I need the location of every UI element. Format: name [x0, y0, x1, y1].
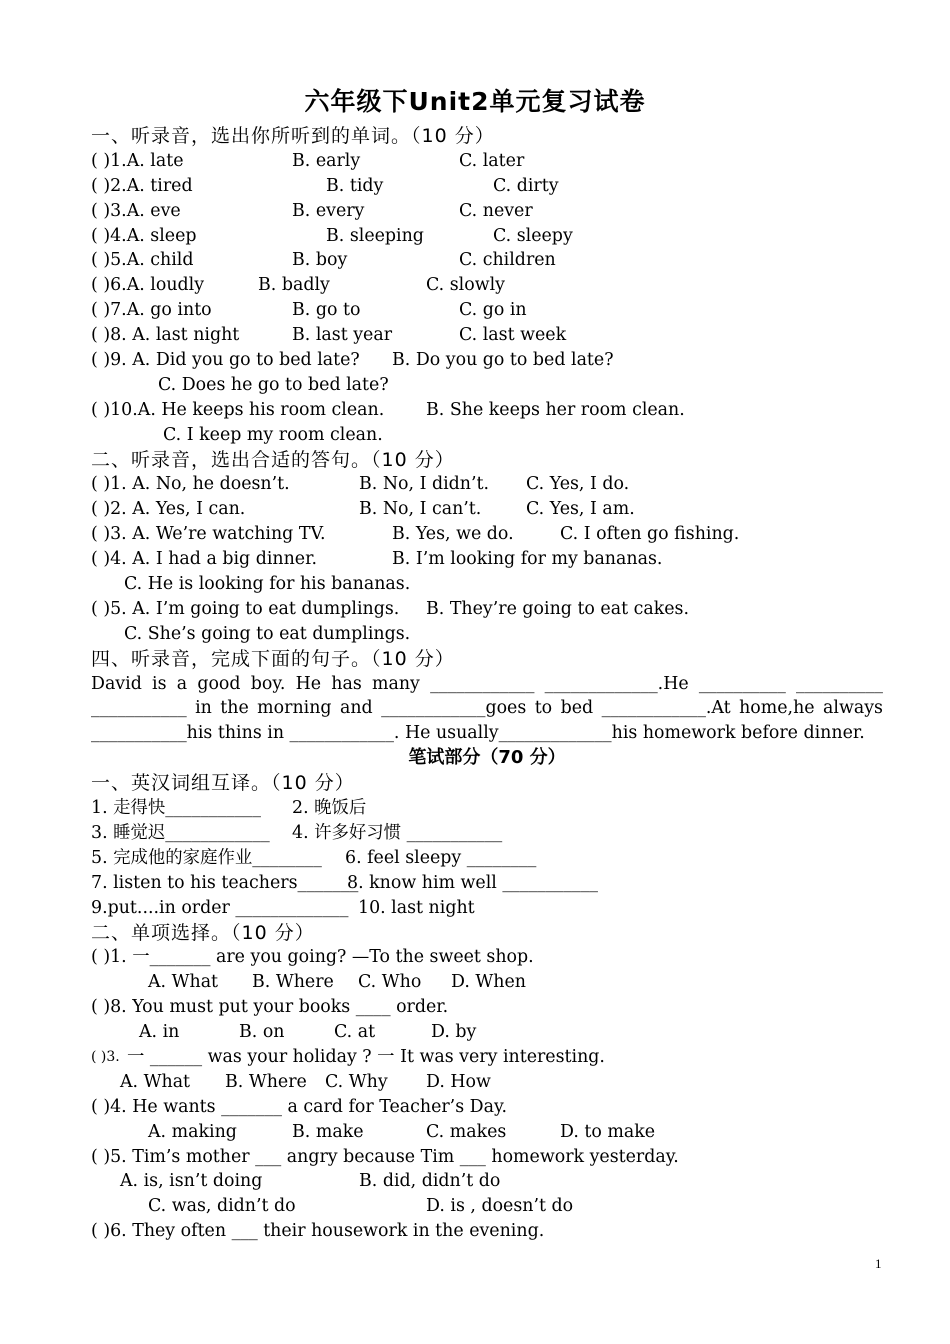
paragraph-line	[91, 672, 883, 697]
question-row-cont	[91, 622, 883, 647]
translation-item: 7. listen to his teachers_______	[91, 872, 359, 893]
word: morning	[257, 698, 332, 719]
translation-row	[91, 796, 883, 821]
word: and	[339, 698, 373, 719]
option-b: B. Where	[252, 972, 334, 993]
question-stem: ( )5. Tim’s mother ___ angry because Tim ___ homework yesterday.	[91, 1146, 679, 1167]
question-stem: ( )1. A. No, he doesn’t.	[91, 474, 290, 495]
option-c: C. children	[459, 250, 556, 271]
question-stem: ( )7.A. go into	[91, 300, 212, 321]
option-b: B. did, didn’t do	[359, 1171, 501, 1192]
section-heading: 二、听录音，选出合适的答句。（10 分）	[91, 448, 455, 471]
translation-row	[91, 821, 883, 846]
options-row	[91, 1120, 883, 1145]
option-b: B. Yes, we do.	[392, 524, 514, 545]
blank: __________	[796, 673, 883, 694]
option-b: B. early	[292, 150, 361, 171]
page-title: 六年级下Unit2单元复习试卷	[304, 87, 646, 116]
question-row	[91, 497, 883, 522]
section-heading: 四、听录音，完成下面的句子。（10 分）	[91, 647, 455, 670]
question-row	[91, 1045, 883, 1070]
option-c: C. last week	[459, 325, 567, 346]
option-a: A. making	[148, 1121, 237, 1142]
option-a: A. is, isn’t doing	[120, 1171, 263, 1192]
word: in	[195, 698, 212, 719]
option-c: C. later	[459, 150, 525, 171]
option-a: A. What	[148, 972, 219, 993]
question-row-cont	[91, 572, 883, 597]
option-c: C. Yes, I am.	[526, 499, 635, 520]
question-row	[91, 149, 883, 174]
word: has	[331, 673, 362, 694]
question-stem: ( )3.A. eve	[91, 200, 181, 221]
option-d: D. to make	[560, 1121, 656, 1142]
word: home,he	[739, 698, 815, 719]
page-number: 1	[875, 1256, 882, 1271]
section-heading: 一、英汉词组互译。（10 分）	[91, 772, 355, 795]
question-row	[91, 398, 883, 423]
translation-item: 8. know him well ___________	[347, 872, 599, 893]
option-c: C. Yes, I do.	[526, 474, 630, 495]
translation-row	[91, 896, 883, 921]
options-row	[91, 1020, 883, 1045]
options-row	[91, 1194, 883, 1219]
option-c: C. slowly	[426, 275, 505, 296]
written-section-title: 笔试部分（70 分）	[408, 747, 566, 769]
question-stem: ( )8. A. last night	[91, 325, 240, 346]
question-row	[91, 174, 883, 199]
option-c: C. go in	[459, 300, 527, 321]
question-stem: ( )4. A. I had a big dinner.	[91, 549, 318, 570]
question-stem: 一 ______ was your holiday ? 一 It was very interesting.	[127, 1046, 605, 1067]
word: the	[220, 698, 249, 719]
option-d: D. is , doesn’t do	[426, 1196, 574, 1217]
option-b: B. badly	[258, 275, 330, 296]
question-row	[91, 522, 883, 547]
question-stem: ( )4. He wants _______ a card for Teacher’s Day.	[91, 1096, 508, 1117]
question-stem: ( )2.A. tired	[91, 175, 193, 196]
translation-item: 2. 晚饭后	[292, 798, 367, 819]
question-stem: ( )1.A. late	[91, 150, 184, 171]
question-stem: ( )9. A. Did you go to bed late?	[91, 350, 360, 371]
option-b: B. They’re going to eat cakes.	[426, 598, 689, 619]
option-b: B. Do you go to bed late?	[392, 350, 614, 371]
option-b: B. go to	[292, 300, 361, 321]
blank: ____________.At	[601, 698, 731, 719]
blank: ____________goes	[381, 698, 527, 719]
question-row	[91, 323, 883, 348]
option-b: B. sleeping	[326, 225, 424, 246]
option-b: B. boy	[292, 250, 348, 271]
question-stem: ( )4.A. sleep	[91, 225, 197, 246]
question-row-cont	[91, 373, 883, 398]
word: boy.	[250, 673, 286, 694]
option-b: B. Where	[225, 1071, 307, 1092]
blank: ___________	[91, 698, 187, 719]
translation-item: 10. last night	[358, 897, 475, 918]
translation-item: 4. 许多好习惯 ___________	[292, 822, 503, 843]
word: always	[823, 698, 883, 719]
word: good	[197, 673, 241, 694]
option-c: C. never	[459, 200, 533, 221]
question-row	[91, 298, 883, 323]
translation-item: 6. feel sleepy ________	[345, 847, 537, 868]
blank: _____________.He	[544, 673, 689, 694]
translation-row	[91, 871, 883, 896]
question-row	[91, 597, 883, 622]
options-row	[91, 970, 883, 995]
question-stem: ( )6.A. loudly	[91, 275, 205, 296]
option-c: C. I keep my room clean.	[163, 424, 383, 445]
question-row	[91, 248, 883, 273]
question-row-cont	[91, 423, 883, 448]
question-row	[91, 348, 883, 373]
options-row	[91, 1070, 883, 1095]
question-row	[91, 547, 883, 572]
question-stem: ( )1. 一_______ are you going? —To the sweet shop.	[91, 947, 534, 968]
option-b: B. tidy	[326, 175, 384, 196]
question-row	[91, 1145, 883, 1170]
option-d: D. by	[431, 1022, 477, 1043]
options-row	[91, 1169, 883, 1194]
word: many	[371, 673, 420, 694]
option-b: B. every	[292, 200, 365, 221]
option-c: C. Who	[358, 972, 422, 993]
question-row	[91, 1219, 883, 1244]
translation-item: 9.put....in order _____________	[91, 897, 349, 918]
option-c: C. at	[334, 1022, 376, 1043]
word: a	[176, 673, 188, 694]
option-a: A. in	[139, 1022, 180, 1043]
option-d: D. When	[451, 972, 526, 993]
question-row	[91, 273, 883, 298]
question-stem: ( )2. A. Yes, I can.	[91, 499, 246, 520]
option-c: C. She’s going to eat dumplings.	[124, 623, 411, 644]
option-c: C. dirty	[493, 175, 559, 196]
paragraph-line	[91, 721, 883, 746]
question-row	[91, 1095, 883, 1120]
option-b: B. make	[292, 1121, 364, 1142]
option-c: C. I often go fishing.	[560, 524, 740, 545]
paragraph-text: ___________his thins in ____________. He usually_____________his homework before dinner.	[91, 723, 865, 744]
word: He	[295, 673, 322, 694]
question-stem: ( )10.A. He keeps his room clean.	[91, 399, 385, 420]
option-c: C. makes	[426, 1121, 507, 1142]
option-b: B. last year	[292, 325, 393, 346]
question-row	[91, 199, 883, 224]
option-b: B. No, I can’t.	[359, 499, 482, 520]
translation-item: 1. 走得快___________	[91, 798, 261, 819]
translation-item: 5. 完成他的家庭作业________	[91, 847, 322, 868]
blank: ____________	[430, 673, 535, 694]
paragraph-line	[91, 696, 883, 721]
exam-content	[91, 124, 883, 1244]
word: is	[152, 673, 167, 694]
option-d: D. How	[426, 1071, 491, 1092]
blank: __________	[698, 673, 786, 694]
option-a: A. What	[120, 1071, 191, 1092]
question-stem: ( )3. A. We’re watching TV.	[91, 524, 326, 545]
question-stem: ( )5. A. I’m going to eat dumplings.	[91, 598, 400, 619]
question-row	[91, 224, 883, 249]
option-b: B. No, I didn’t.	[359, 474, 490, 495]
translation-item: 3. 睡觉迟____________	[91, 822, 270, 843]
option-c: C. He is looking for his bananas.	[124, 574, 411, 595]
translation-row	[91, 846, 883, 871]
option-c: C. sleepy	[493, 225, 573, 246]
question-number: ( )3.	[91, 1048, 120, 1065]
question-row	[91, 472, 883, 497]
question-row	[91, 995, 883, 1020]
option-c: C. Why	[325, 1071, 388, 1092]
word: to	[534, 698, 553, 719]
question-stem: ( )6. They often ___ their housework in the evening.	[91, 1221, 545, 1242]
option-c: C. Does he go to bed late?	[158, 374, 389, 395]
option-b: B. She keeps her room clean.	[426, 399, 685, 420]
question-stem: ( )5.A. child	[91, 250, 194, 271]
section-heading: 一、听录音，选出你所听到的单词。（10 分）	[91, 125, 495, 147]
option-c: C. was, didn’t do	[148, 1196, 296, 1217]
word: David	[91, 673, 142, 694]
question-row	[91, 945, 883, 970]
section-heading: 二、单项选择。（10 分）	[91, 921, 315, 944]
option-b: B. I’m looking for my bananas.	[392, 549, 663, 570]
option-b: B. on	[239, 1022, 285, 1043]
word: bed	[560, 698, 594, 719]
question-stem: ( )8. You must put your books ____ order.	[91, 997, 449, 1018]
